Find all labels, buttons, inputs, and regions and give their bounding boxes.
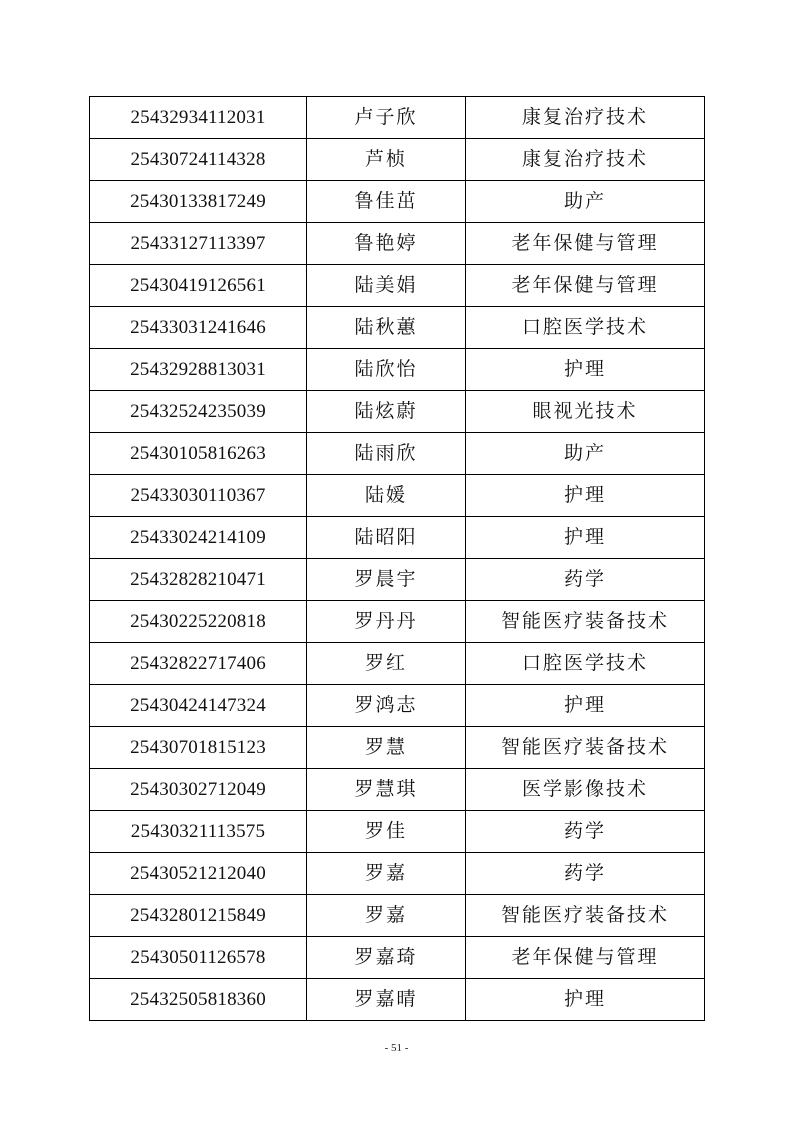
table-row (90, 769, 705, 811)
exam-id-cell: 25430501126578 (90, 937, 307, 979)
exam-id-cell: 25432505818360 (90, 979, 307, 1021)
student-name-cell: 陆美娟 (307, 265, 466, 307)
major-cell: 老年保健与管理 (466, 265, 705, 307)
student-name-cell: 罗嘉晴 (307, 979, 466, 1021)
table-row (90, 391, 705, 433)
exam-id-cell: 25430724114328 (90, 139, 307, 181)
student-name-cell: 陆欣怡 (307, 349, 466, 391)
exam-id-cell: 25430419126561 (90, 265, 307, 307)
student-name-cell: 陆炫蔚 (307, 391, 466, 433)
exam-id-cell: 25430302712049 (90, 769, 307, 811)
exam-id-cell: 25432822717406 (90, 643, 307, 685)
major-cell: 药学 (466, 559, 705, 601)
table-row (90, 559, 705, 601)
student-name-cell: 罗丹丹 (307, 601, 466, 643)
student-name-cell: 罗鸿志 (307, 685, 466, 727)
exam-id-cell: 25430521212040 (90, 853, 307, 895)
table-row (90, 601, 705, 643)
major-cell: 智能医疗装备技术 (466, 601, 705, 643)
major-cell: 医学影像技术 (466, 769, 705, 811)
exam-id-cell: 25432828210471 (90, 559, 307, 601)
table-row (90, 895, 705, 937)
exam-id-cell: 25433127113397 (90, 223, 307, 265)
major-cell: 眼视光技术 (466, 391, 705, 433)
roster-table-body (90, 97, 705, 1021)
student-name-cell: 罗红 (307, 643, 466, 685)
major-cell: 药学 (466, 811, 705, 853)
major-cell: 康复治疗技术 (466, 139, 705, 181)
major-cell: 护理 (466, 349, 705, 391)
exam-id-cell: 25432801215849 (90, 895, 307, 937)
table-row (90, 97, 705, 139)
student-name-cell: 罗嘉琦 (307, 937, 466, 979)
table-row (90, 349, 705, 391)
student-roster-table (89, 96, 705, 1021)
major-cell: 护理 (466, 475, 705, 517)
major-cell: 口腔医学技术 (466, 307, 705, 349)
table-row (90, 685, 705, 727)
table-row (90, 139, 705, 181)
student-name-cell: 鲁佳茁 (307, 181, 466, 223)
exam-id-cell: 25432524235039 (90, 391, 307, 433)
exam-id-cell: 25433030110367 (90, 475, 307, 517)
table-row (90, 853, 705, 895)
student-name-cell: 罗佳 (307, 811, 466, 853)
exam-id-cell: 25430225220818 (90, 601, 307, 643)
table-row (90, 643, 705, 685)
student-name-cell: 罗慧琪 (307, 769, 466, 811)
student-name-cell: 卢子欣 (307, 97, 466, 139)
table-row (90, 475, 705, 517)
table-row (90, 811, 705, 853)
major-cell: 助产 (466, 433, 705, 475)
table-row (90, 517, 705, 559)
student-name-cell: 罗慧 (307, 727, 466, 769)
table-row (90, 727, 705, 769)
major-cell: 老年保健与管理 (466, 937, 705, 979)
exam-id-cell: 25430133817249 (90, 181, 307, 223)
student-name-cell: 陆媛 (307, 475, 466, 517)
major-cell: 老年保健与管理 (466, 223, 705, 265)
major-cell: 药学 (466, 853, 705, 895)
major-cell: 口腔医学技术 (466, 643, 705, 685)
major-cell: 护理 (466, 685, 705, 727)
table-row (90, 181, 705, 223)
major-cell: 智能医疗装备技术 (466, 727, 705, 769)
exam-id-cell: 25433031241646 (90, 307, 307, 349)
table-row (90, 937, 705, 979)
major-cell: 智能医疗装备技术 (466, 895, 705, 937)
table-row (90, 307, 705, 349)
exam-id-cell: 25432934112031 (90, 97, 307, 139)
major-cell: 康复治疗技术 (466, 97, 705, 139)
table-row (90, 265, 705, 307)
table-row (90, 979, 705, 1021)
student-name-cell: 陆昭阳 (307, 517, 466, 559)
student-name-cell: 罗嘉 (307, 895, 466, 937)
exam-id-cell: 25430424147324 (90, 685, 307, 727)
student-name-cell: 陆雨欣 (307, 433, 466, 475)
exam-id-cell: 25430321113575 (90, 811, 307, 853)
major-cell: 护理 (466, 517, 705, 559)
student-name-cell: 陆秋蕙 (307, 307, 466, 349)
exam-id-cell: 25432928813031 (90, 349, 307, 391)
table-row (90, 433, 705, 475)
table-row (90, 223, 705, 265)
student-name-cell: 罗晨宇 (307, 559, 466, 601)
page-number: - 51 - (384, 1042, 409, 1054)
student-name-cell: 鲁艳婷 (307, 223, 466, 265)
major-cell: 助产 (466, 181, 705, 223)
student-name-cell: 芦桢 (307, 139, 466, 181)
exam-id-cell: 25430701815123 (90, 727, 307, 769)
exam-id-cell: 25433024214109 (90, 517, 307, 559)
student-name-cell: 罗嘉 (307, 853, 466, 895)
major-cell: 护理 (466, 979, 705, 1021)
exam-id-cell: 25430105816263 (90, 433, 307, 475)
